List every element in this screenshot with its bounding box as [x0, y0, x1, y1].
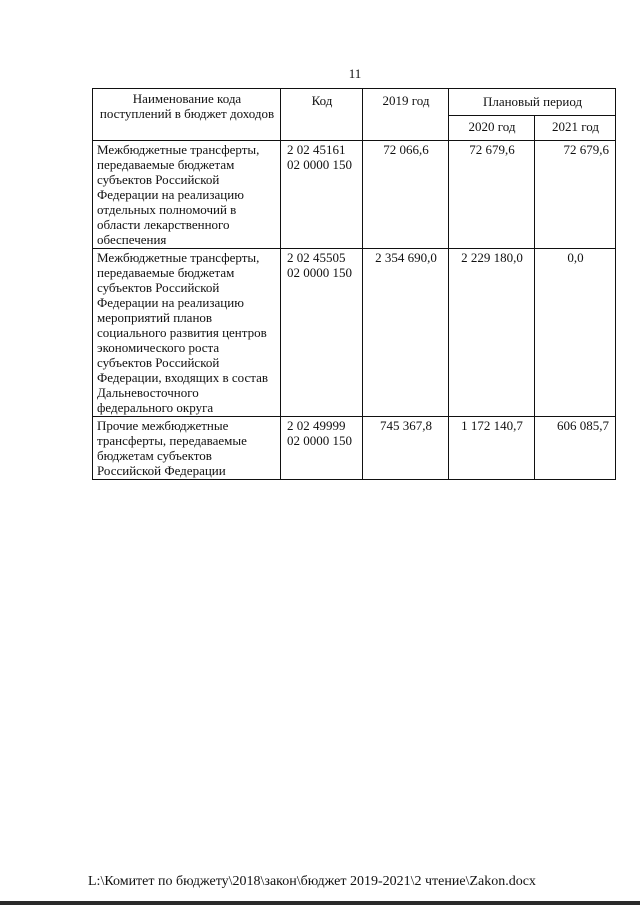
- row-code: 2 02 45161 02 0000 150: [281, 141, 363, 249]
- row-name: Прочие межбюджетные трансферты, передаваемые бюджетам субъектов Российской Федерации: [93, 417, 281, 480]
- row-name: Межбюджетные трансферты, передаваемые бюджетам субъектов Российской Федерации на реализацию мероприятий планов социального развития центров экономического роста субъектов Российской Федерации, входящих в состав Дальневосточного федерального округа: [93, 249, 281, 417]
- row-value-2019: 2 354 690,0: [363, 249, 449, 417]
- header-plan-period: Плановый период: [449, 89, 616, 116]
- row-value-2020: 1 172 140,7: [449, 417, 535, 480]
- row-value-2019: 745 367,8: [363, 417, 449, 480]
- row-value-2021: 606 085,7: [535, 417, 616, 480]
- header-year-2019: 2019 год: [363, 89, 449, 141]
- row-value-2021: 72 679,6: [535, 141, 616, 249]
- row-value-2020: 72 679,6: [449, 141, 535, 249]
- row-value-2019: 72 066,6: [363, 141, 449, 249]
- scan-bottom-edge: [0, 901, 640, 905]
- row-name: Межбюджетные трансферты, передаваемые бюджетам субъектов Российской Федерации на реализацию отдельных полномочий в области лекарственного обеспечения: [93, 141, 281, 249]
- page-number: 11: [348, 66, 362, 81]
- header-year-2020: 2020 год: [449, 116, 535, 141]
- table-header-row: [93, 89, 616, 116]
- footer-file-path: L:\Комитет по бюджету\2018\закон\бюджет 2019-2021\2 чтение\Zakon.docx: [88, 874, 536, 889]
- header-code: Код: [281, 89, 363, 141]
- table-row: [93, 141, 616, 249]
- header-year-2021: 2021 год: [535, 116, 616, 141]
- budget-revenue-table: [92, 88, 616, 480]
- row-code: 2 02 49999 02 0000 150: [281, 417, 363, 480]
- row-value-2020: 2 229 180,0: [449, 249, 535, 417]
- header-name: Наименование кода поступлений в бюджет доходов: [93, 89, 281, 141]
- row-code: 2 02 45505 02 0000 150: [281, 249, 363, 417]
- table-row: [93, 417, 616, 480]
- table-row: [93, 249, 616, 417]
- row-value-2021: 0,0: [535, 249, 616, 417]
